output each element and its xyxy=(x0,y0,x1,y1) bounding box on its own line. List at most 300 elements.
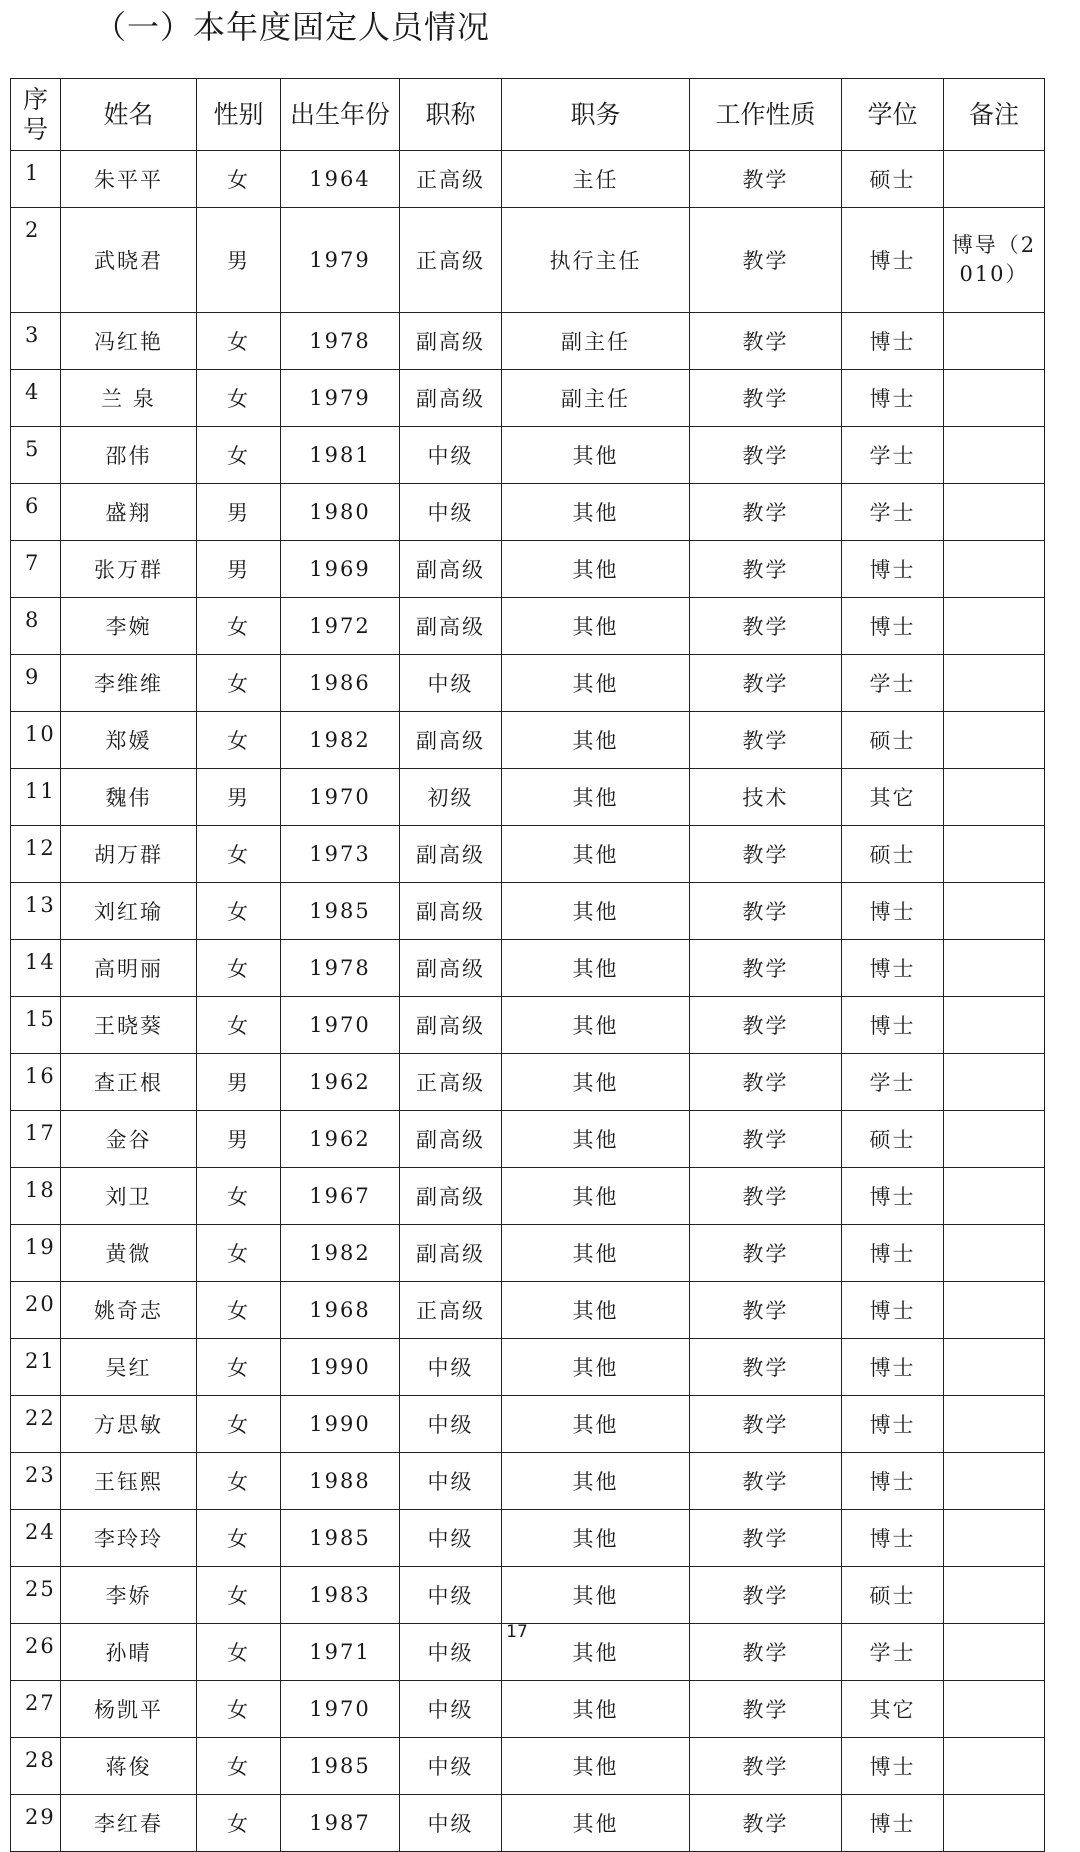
work-type-cell xyxy=(690,655,842,712)
degree-cell xyxy=(842,1282,944,1339)
birth-year-cell xyxy=(281,1168,400,1225)
row-number-value: 13 xyxy=(25,893,56,917)
degree-cell xyxy=(842,1681,944,1738)
table-row xyxy=(11,598,1045,655)
row-number-cell xyxy=(11,541,61,598)
position-cell xyxy=(502,313,690,370)
title-value: 中级 xyxy=(427,1413,474,1437)
birth-year-value: 1972 xyxy=(309,614,371,638)
work-type-cell xyxy=(690,1225,842,1282)
position-value: 其他 xyxy=(572,1584,619,1608)
remark-cell xyxy=(944,769,1045,826)
gender-cell xyxy=(197,1396,281,1453)
row-number-cell xyxy=(11,151,61,208)
gender-cell xyxy=(197,883,281,940)
name-value: 武晓君 xyxy=(94,249,163,273)
table-row xyxy=(11,655,1045,712)
birth-year-cell xyxy=(281,1567,400,1624)
position-value: 其他 xyxy=(572,672,619,696)
table-row xyxy=(11,208,1045,313)
name-value: 李娇 xyxy=(105,1584,152,1608)
degree-value: 博士 xyxy=(869,249,916,273)
gender-value: 女 xyxy=(227,1698,250,1722)
name-value: 刘红瑜 xyxy=(94,900,163,924)
title-cell xyxy=(400,712,502,769)
birth-year-value: 1983 xyxy=(309,1583,371,1607)
position-cell xyxy=(502,1510,690,1567)
degree-value: 学士 xyxy=(869,1071,916,1095)
position-value: 其他 xyxy=(572,558,619,582)
degree-cell xyxy=(842,1225,944,1282)
work-type-value: 教学 xyxy=(742,1242,789,1266)
gender-value: 女 xyxy=(227,387,250,411)
position-value: 其他 xyxy=(572,1641,619,1665)
title-cell xyxy=(400,208,502,313)
name-cell xyxy=(61,1396,197,1453)
row-number-value: 7 xyxy=(25,551,41,575)
gender-cell xyxy=(197,541,281,598)
header-row xyxy=(11,79,1045,151)
degree-cell xyxy=(842,484,944,541)
birth-year-value: 1981 xyxy=(309,443,371,467)
birth-year-cell xyxy=(281,484,400,541)
birth-year-cell xyxy=(281,1681,400,1738)
work-type-cell xyxy=(690,883,842,940)
birth-year-value: 1964 xyxy=(309,167,371,191)
degree-value: 学士 xyxy=(869,501,916,525)
degree-cell xyxy=(842,1396,944,1453)
position-cell xyxy=(502,883,690,940)
position-cell xyxy=(502,940,690,997)
birth-year-value: 1970 xyxy=(309,1013,371,1037)
gender-value: 女 xyxy=(227,1299,250,1323)
gender-cell xyxy=(197,769,281,826)
birth-year-value: 1986 xyxy=(309,671,371,695)
degree-cell xyxy=(842,655,944,712)
name-cell xyxy=(61,1282,197,1339)
header-cell-gender: 性别 xyxy=(197,79,281,151)
work-type-cell xyxy=(690,1168,842,1225)
gender-value: 女 xyxy=(227,1812,250,1836)
work-type-value: 教学 xyxy=(742,501,789,525)
birth-year-cell xyxy=(281,1795,400,1852)
position-cell xyxy=(502,1396,690,1453)
position-cell xyxy=(502,151,690,208)
gender-cell xyxy=(197,997,281,1054)
position-value: 其他 xyxy=(572,1071,619,1095)
title-cell xyxy=(400,541,502,598)
row-number-cell xyxy=(11,769,61,826)
name-cell xyxy=(61,1681,197,1738)
work-type-value: 教学 xyxy=(742,729,789,753)
remark-cell xyxy=(944,940,1045,997)
table-row xyxy=(11,484,1045,541)
row-number-value: 8 xyxy=(25,608,41,632)
birth-year-value: 1962 xyxy=(309,1070,371,1094)
title-value: 中级 xyxy=(427,1812,474,1836)
birth-year-cell xyxy=(281,769,400,826)
position-value: 主任 xyxy=(572,168,619,192)
row-number-cell xyxy=(11,1282,61,1339)
position-cell xyxy=(502,598,690,655)
row-number-value: 11 xyxy=(25,779,56,803)
name-cell xyxy=(61,655,197,712)
degree-value: 博士 xyxy=(869,558,916,582)
birth-year-value: 1982 xyxy=(309,1241,371,1265)
remark-cell xyxy=(944,1168,1045,1225)
position-cell xyxy=(502,1681,690,1738)
birth-year-cell xyxy=(281,208,400,313)
title-cell xyxy=(400,1567,502,1624)
remark-cell xyxy=(944,1795,1045,1852)
gender-cell xyxy=(197,1681,281,1738)
row-number-value: 14 xyxy=(25,950,56,974)
gender-cell xyxy=(197,1168,281,1225)
degree-value: 学士 xyxy=(869,1641,916,1665)
position-value: 其他 xyxy=(572,1014,619,1038)
title-value: 正高级 xyxy=(416,168,485,192)
degree-value: 硕士 xyxy=(869,729,916,753)
row-number-value: 28 xyxy=(25,1748,56,1772)
page-number: 17 xyxy=(506,1622,528,1642)
table-row xyxy=(11,541,1045,598)
name-value: 方思敏 xyxy=(94,1413,163,1437)
staff-table xyxy=(10,78,1045,1852)
position-value: 其他 xyxy=(572,1755,619,1779)
row-number-cell xyxy=(11,484,61,541)
work-type-value: 教学 xyxy=(742,330,789,354)
work-type-cell xyxy=(690,541,842,598)
table-row xyxy=(11,940,1045,997)
gender-cell xyxy=(197,1111,281,1168)
title-cell xyxy=(400,826,502,883)
work-type-cell xyxy=(690,1510,842,1567)
position-value: 其他 xyxy=(572,729,619,753)
gender-cell xyxy=(197,655,281,712)
birth-year-value: 1978 xyxy=(309,956,371,980)
position-value: 其他 xyxy=(572,444,619,468)
degree-value: 学士 xyxy=(869,672,916,696)
row-number-cell xyxy=(11,826,61,883)
degree-cell xyxy=(842,1111,944,1168)
birth-year-cell xyxy=(281,997,400,1054)
degree-cell xyxy=(842,370,944,427)
position-cell xyxy=(502,541,690,598)
position-cell xyxy=(502,427,690,484)
name-value: 杨凯平 xyxy=(94,1698,163,1722)
name-cell xyxy=(61,1054,197,1111)
header-cell-no: 序号 xyxy=(11,79,61,151)
title-value: 初级 xyxy=(427,786,474,810)
row-number-cell xyxy=(11,712,61,769)
gender-value: 女 xyxy=(227,843,250,867)
header-cell-birth-year: 出生年份 xyxy=(281,79,400,151)
name-cell xyxy=(61,1168,197,1225)
table-row xyxy=(11,1111,1045,1168)
remark-cell xyxy=(944,826,1045,883)
work-type-value: 教学 xyxy=(742,249,789,273)
name-value: 朱平平 xyxy=(94,168,163,192)
position-cell xyxy=(502,1111,690,1168)
table-row xyxy=(11,1567,1045,1624)
degree-cell xyxy=(842,1168,944,1225)
gender-value: 女 xyxy=(227,1356,250,1380)
work-type-cell xyxy=(690,1453,842,1510)
degree-value: 博士 xyxy=(869,1356,916,1380)
row-number-value: 20 xyxy=(25,1292,56,1316)
birth-year-cell xyxy=(281,1453,400,1510)
row-number-cell xyxy=(11,1681,61,1738)
position-cell xyxy=(502,1225,690,1282)
remark-cell xyxy=(944,541,1045,598)
work-type-cell xyxy=(690,1111,842,1168)
gender-cell xyxy=(197,598,281,655)
gender-cell xyxy=(197,1339,281,1396)
degree-cell xyxy=(842,769,944,826)
position-cell xyxy=(502,1795,690,1852)
position-cell xyxy=(502,997,690,1054)
position-value: 其他 xyxy=(572,1356,619,1380)
title-cell xyxy=(400,1510,502,1567)
birth-year-value: 1990 xyxy=(309,1355,371,1379)
title-cell xyxy=(400,769,502,826)
degree-cell xyxy=(842,1795,944,1852)
remark-cell xyxy=(944,1282,1045,1339)
work-type-cell xyxy=(690,940,842,997)
title-value: 正高级 xyxy=(416,1071,485,1095)
row-number-value: 21 xyxy=(25,1349,56,1373)
name-cell xyxy=(61,1510,197,1567)
remark-cell xyxy=(944,427,1045,484)
name-value: 魏伟 xyxy=(105,786,152,810)
row-number-value: 26 xyxy=(25,1634,56,1658)
name-value: 郑媛 xyxy=(105,729,152,753)
position-value: 其他 xyxy=(572,1698,619,1722)
birth-year-value: 1987 xyxy=(309,1811,371,1835)
degree-value: 博士 xyxy=(869,1527,916,1551)
row-number-value: 9 xyxy=(25,665,41,689)
gender-value: 女 xyxy=(227,1641,250,1665)
work-type-value: 教学 xyxy=(742,1641,789,1665)
birth-year-value: 1978 xyxy=(309,329,371,353)
title-value: 正高级 xyxy=(416,1299,485,1323)
work-type-cell xyxy=(690,1681,842,1738)
gender-cell xyxy=(197,151,281,208)
degree-cell xyxy=(842,940,944,997)
title-cell xyxy=(400,1282,502,1339)
work-type-cell xyxy=(690,484,842,541)
birth-year-cell xyxy=(281,1225,400,1282)
birth-year-cell xyxy=(281,826,400,883)
degree-cell xyxy=(842,427,944,484)
birth-year-cell xyxy=(281,598,400,655)
gender-value: 女 xyxy=(227,1527,250,1551)
row-number-cell xyxy=(11,1510,61,1567)
title-value: 副高级 xyxy=(416,729,485,753)
birth-year-value: 1967 xyxy=(309,1184,371,1208)
title-cell xyxy=(400,427,502,484)
row-number-value: 2 xyxy=(25,218,41,242)
degree-cell xyxy=(842,208,944,313)
birth-year-cell xyxy=(281,427,400,484)
title-value: 中级 xyxy=(427,501,474,525)
header-cell-title: 职称 xyxy=(400,79,502,151)
row-number-value: 25 xyxy=(25,1577,56,1601)
name-value: 蒋俊 xyxy=(105,1755,152,1779)
name-value: 李维维 xyxy=(94,672,163,696)
degree-value: 博士 xyxy=(869,1242,916,1266)
row-number-cell xyxy=(11,313,61,370)
work-type-cell xyxy=(690,1054,842,1111)
birth-year-value: 1990 xyxy=(309,1412,371,1436)
title-cell xyxy=(400,655,502,712)
table-row xyxy=(11,1738,1045,1795)
degree-value: 博士 xyxy=(869,1299,916,1323)
gender-cell xyxy=(197,370,281,427)
position-value: 其他 xyxy=(572,900,619,924)
gender-cell xyxy=(197,484,281,541)
remark-cell xyxy=(944,208,1045,313)
work-type-cell xyxy=(690,769,842,826)
degree-cell xyxy=(842,1453,944,1510)
birth-year-value: 1970 xyxy=(309,1697,371,1721)
name-value: 查正根 xyxy=(94,1071,163,1095)
row-number-cell xyxy=(11,1168,61,1225)
position-value: 其他 xyxy=(572,1128,619,1152)
gender-cell xyxy=(197,1510,281,1567)
work-type-cell xyxy=(690,1795,842,1852)
remark-cell xyxy=(944,883,1045,940)
name-cell xyxy=(61,940,197,997)
name-cell xyxy=(61,1738,197,1795)
title-value: 副高级 xyxy=(416,558,485,582)
work-type-cell xyxy=(690,1738,842,1795)
work-type-value: 教学 xyxy=(742,1413,789,1437)
work-type-value: 教学 xyxy=(742,1299,789,1323)
name-cell xyxy=(61,598,197,655)
birth-year-cell xyxy=(281,313,400,370)
name-value: 李玲玲 xyxy=(94,1527,163,1551)
gender-value: 女 xyxy=(227,900,250,924)
position-cell xyxy=(502,655,690,712)
row-number-value: 10 xyxy=(25,722,56,746)
degree-value: 博士 xyxy=(869,387,916,411)
name-value: 王钰熙 xyxy=(94,1470,163,1494)
table-row xyxy=(11,151,1045,208)
degree-cell xyxy=(842,883,944,940)
table-row xyxy=(11,1453,1045,1510)
birth-year-cell xyxy=(281,151,400,208)
table-row xyxy=(11,1168,1045,1225)
degree-value: 博士 xyxy=(869,900,916,924)
birth-year-value: 1970 xyxy=(309,785,371,809)
work-type-cell xyxy=(690,598,842,655)
row-number-value: 24 xyxy=(25,1520,56,1544)
name-cell xyxy=(61,883,197,940)
header-cell-work-type: 工作性质 xyxy=(690,79,842,151)
work-type-cell xyxy=(690,1567,842,1624)
gender-cell xyxy=(197,427,281,484)
degree-value: 学士 xyxy=(869,444,916,468)
degree-cell xyxy=(842,151,944,208)
degree-value: 博士 xyxy=(869,1812,916,1836)
name-cell xyxy=(61,769,197,826)
work-type-value: 教学 xyxy=(742,1071,789,1095)
gender-cell xyxy=(197,1567,281,1624)
remark-cell xyxy=(944,1681,1045,1738)
birth-year-value: 1973 xyxy=(309,842,371,866)
gender-value: 女 xyxy=(227,1242,250,1266)
table-row xyxy=(11,1282,1045,1339)
table-row xyxy=(11,370,1045,427)
degree-cell xyxy=(842,541,944,598)
birth-year-value: 1985 xyxy=(309,1754,371,1778)
gender-cell xyxy=(197,1738,281,1795)
remark-cell xyxy=(944,484,1045,541)
row-number-value: 12 xyxy=(25,836,56,860)
remark-cell xyxy=(944,313,1045,370)
row-number-value: 23 xyxy=(25,1463,56,1487)
row-number-cell xyxy=(11,370,61,427)
row-number-cell xyxy=(11,598,61,655)
position-cell xyxy=(502,1453,690,1510)
work-type-value: 教学 xyxy=(742,1356,789,1380)
title-cell xyxy=(400,1396,502,1453)
birth-year-cell xyxy=(281,655,400,712)
birth-year-cell xyxy=(281,370,400,427)
degree-value: 硕士 xyxy=(869,843,916,867)
title-value: 中级 xyxy=(427,1584,474,1608)
gender-value: 男 xyxy=(227,786,250,810)
name-value: 高明丽 xyxy=(94,957,163,981)
degree-value: 博士 xyxy=(869,1413,916,1437)
table-row xyxy=(11,1510,1045,1567)
title-cell xyxy=(400,1738,502,1795)
row-number-cell xyxy=(11,427,61,484)
birth-year-value: 1979 xyxy=(309,248,371,272)
name-value: 金谷 xyxy=(105,1128,152,1152)
gender-value: 男 xyxy=(227,1128,250,1152)
degree-value: 博士 xyxy=(869,615,916,639)
birth-year-cell xyxy=(281,883,400,940)
title-value: 中级 xyxy=(427,1698,474,1722)
gender-value: 女 xyxy=(227,444,250,468)
title-cell xyxy=(400,1225,502,1282)
title-value: 中级 xyxy=(427,444,474,468)
row-number-value: 19 xyxy=(25,1235,56,1259)
table-row xyxy=(11,769,1045,826)
name-cell xyxy=(61,712,197,769)
name-cell xyxy=(61,1795,197,1852)
work-type-value: 教学 xyxy=(742,672,789,696)
remark-cell xyxy=(944,1510,1045,1567)
remark-cell xyxy=(944,1738,1045,1795)
title-cell xyxy=(400,997,502,1054)
name-value: 吴红 xyxy=(105,1356,152,1380)
work-type-cell xyxy=(690,313,842,370)
birth-year-cell xyxy=(281,1054,400,1111)
table-row xyxy=(11,427,1045,484)
row-number-value: 15 xyxy=(25,1007,56,1031)
title-value: 副高级 xyxy=(416,330,485,354)
gender-value: 女 xyxy=(227,168,250,192)
name-value: 王晓葵 xyxy=(94,1014,163,1038)
table-row xyxy=(11,997,1045,1054)
name-cell xyxy=(61,826,197,883)
remark-cell xyxy=(944,1054,1045,1111)
gender-value: 女 xyxy=(227,1584,250,1608)
birth-year-value: 1988 xyxy=(309,1469,371,1493)
